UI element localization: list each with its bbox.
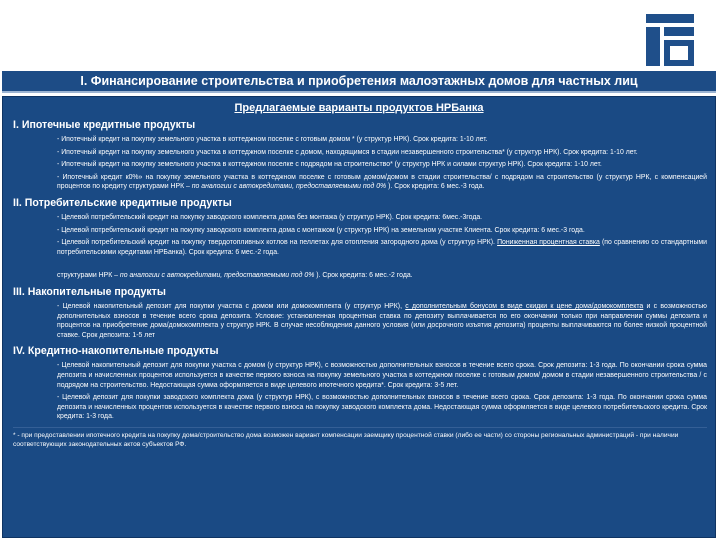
- item-italic-text: по аналогии с автокредитами, предоставляемыми под 0%: [119, 272, 315, 280]
- list-item: - Целевой накопительный депозит для покупки участка с домом (у структур НРК), с возможностью дополнительных взносов в течение всего срока. Срок депозита: 1-3 года. По окончании срока сумма депозита и начисленных процентов используется в качестве первого взноса на покупку земельного участка в коттеджном поселке с готовым домом/ домом в стадии незавершенного строительства / с подрядом на строительство. Недостающая сумма оформляется в виде целевого ипотечного кредита*. Срок кредита: 3-5 лет.: [57, 362, 707, 389]
- item-underlined-text: с дополнительным бонусом в виде скидки к цене дома/домокомплекта: [405, 302, 644, 310]
- item-text: - Ипотечный кредит к0%» на покупку земельного участка в коттеджном поселке с готовым домом/домом в стадии строительства/ с подрядом на строительство (у структур НРК, с компенсацией процентов по кредиту структурами НРК –: [57, 173, 707, 191]
- list-item: - Целевой депозит для покупки заводского комплекта дома (у структур НРК), с возможностью дополнительных взносов в течение всего срока. Срок депозита: 1-3 года. По окончании срока сумма депозита и начисленных процентов используется в качестве первого взноса на покупку заводского комплекта дома. Недостающая сумма оформляется в виде целевого потребительского кредита. Срок кредита: 1-3 года.: [57, 394, 707, 421]
- panel-subtitle: Предлагаемые варианты продуктов НРБанка: [234, 102, 484, 114]
- item-italic-text: по аналогии с автокредитами, предоставляемыми под 0%: [191, 183, 387, 191]
- list-item: [57, 271, 707, 281]
- footnote: * - при предоставлении ипотечного кредита на покупку дома/строительство дома возможен вариант компенсации заемщику процентной ставки (либо ее части) со стороны региональных администраций - при наличии соответствующих законодательных актов субъектов РФ.: [13, 427, 707, 450]
- section-heading-consumer: II. Потребительские кредитные продукты: [13, 196, 232, 209]
- item-underlined-text: Пониженная процентная ставка: [497, 239, 600, 247]
- list-item: - Целевой потребительский кредит на покупку заводского комплекта дома с монтажом (у структур НРК) на земельном участке Клиента. Срок кредита: 6 мес.-3 года.: [57, 226, 585, 234]
- item-text-end: (по сравнению со стандартными потребительскими кредитами НРБанка). Срок кредита: 6 мес.-2 года.: [57, 239, 708, 256]
- list-item: [57, 302, 707, 340]
- list-item: [57, 238, 707, 257]
- bank-logo-icon: [646, 14, 694, 66]
- section-heading-mortgage: I. Ипотечные кредитные продукты: [13, 119, 196, 131]
- list-item: [57, 173, 707, 192]
- page-title-bar: [2, 71, 716, 93]
- section-heading-savings: III. Накопительные продукты: [13, 285, 166, 298]
- list-item: - Целевой потребительский кредит на покупку заводского комплекта дома без монтажа (у структур НРК). Срок кредита: 6мес.-3года.: [57, 213, 483, 221]
- item-text-end: ). Срок кредита: 6 мес.-3 года.: [386, 183, 485, 191]
- products-panel: [2, 96, 716, 538]
- item-text-end: ). Срок кредита: 6 мес.-2 года.: [314, 272, 413, 280]
- list-item: - Ипотечный кредит на покупку земельного участка в коттеджном поселке с домом, находящимся в стадии незавершенного строительства* (у структур НРК). Срок кредита: 1-10 лет.: [57, 148, 638, 156]
- item-text: структурами НРК –: [57, 272, 120, 280]
- item-text-end: и с возможностью дополнительных взносов в течение всего срока депозита. Условие: установленная процентная ставка по депозиту выплачивается по его окончании только при направлении суммы депозита и процентов на приобретение дома/домокомплекта у структур НРК. В случае несоблюдения данного условия (или досрочного изъятия депозита) проценты выплачиваются по более низкой процентной ставке. Срок депозита: 1-5 лет: [57, 302, 707, 339]
- item-text: - Целевой накопительный депозит для покупки участка с домом или домокомплекта (у структур НРК),: [57, 302, 406, 310]
- item-text: - Целевой потребительский кредит на покупку твердотопливных котлов на пеллетах для отопления загородного дома (у структур НРК).: [57, 239, 498, 247]
- section-heading-credit-savings: IV. Кредитно-накопительные продукты: [13, 345, 219, 358]
- list-item: - Ипотечный кредит на покупку земельного участка в коттеджном поселке с готовым домом * (у структур НРК). Срок кредита: 1-10 лет.: [57, 136, 488, 143]
- list-item: - Ипотечный кредит на покупку земельного участка в коттеджном поселке с подрядом на строительство* (у структур НРК и силами структур НРК). Срок кредита: 1-10 лет.: [57, 161, 602, 169]
- page-title: I. Финансирование строительства и приобретения малоэтажных домов для частных лиц: [80, 74, 638, 88]
